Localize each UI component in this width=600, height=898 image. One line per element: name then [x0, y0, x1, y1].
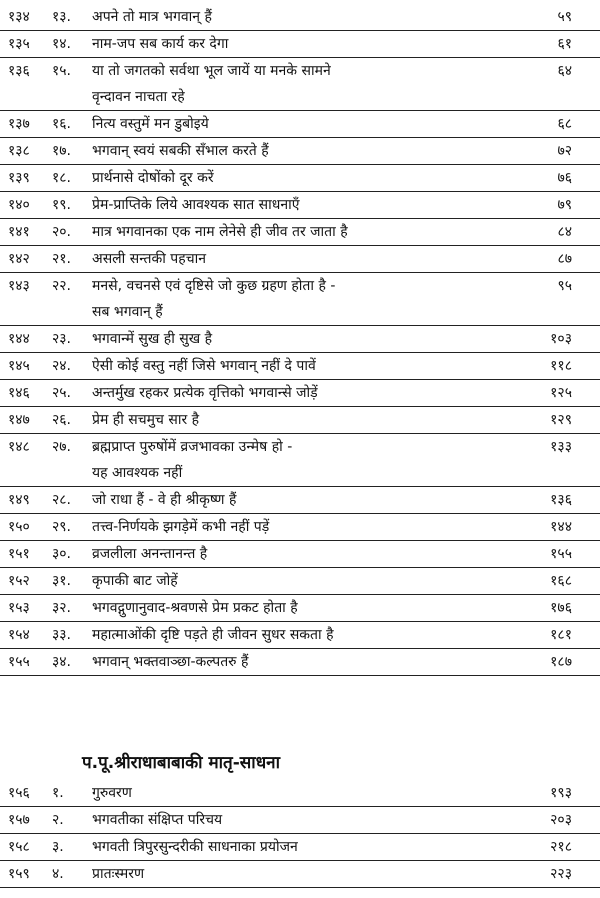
- chapter-number: १८.: [52, 170, 72, 186]
- serial-number: १५९: [8, 866, 30, 882]
- chapter-title-line: प्रेम ही सचमुच सार है: [92, 412, 200, 428]
- toc-row: [0, 780, 600, 807]
- chapter-title-line: व्रजलीला अनन्तानन्त है: [92, 546, 208, 562]
- toc-list-bottom: [0, 780, 600, 888]
- chapter-title: [92, 834, 502, 860]
- page-number: ६१: [557, 36, 572, 52]
- page-number: १५५: [550, 546, 572, 562]
- chapter-number: १४.: [52, 36, 72, 52]
- toc-row: [0, 649, 600, 676]
- chapter-title: [92, 353, 502, 379]
- chapter-number: ३०.: [52, 546, 72, 562]
- toc-row: [0, 487, 600, 514]
- chapter-title-line: अपने तो मात्र भगवान् हैं: [92, 9, 212, 25]
- chapter-title-line: भगवद्गुणानुवाद-श्रवणसे प्रेम प्रकट होता है: [92, 600, 298, 616]
- chapter-title: [92, 219, 502, 245]
- chapter-number: ३.: [52, 839, 64, 855]
- toc-row: [0, 192, 600, 219]
- serial-number: १५३: [8, 600, 30, 616]
- toc-row: [0, 273, 600, 326]
- serial-number: १३७: [8, 116, 30, 132]
- chapter-title: [92, 861, 502, 887]
- page-number: १२९: [550, 412, 572, 428]
- chapter-title-line: या तो जगतको सर्वथा भूल जायें या मनके सामने: [92, 63, 331, 79]
- serial-number: १३५: [8, 36, 30, 52]
- page-number: २१८: [550, 839, 572, 855]
- page-number: ६४: [557, 63, 572, 79]
- serial-number: १४२: [8, 251, 30, 267]
- chapter-number: २.: [52, 812, 64, 828]
- chapter-title: [92, 246, 502, 272]
- page-number: १३६: [550, 492, 572, 508]
- chapter-number: २१.: [52, 251, 72, 267]
- chapter-title: [92, 622, 502, 648]
- page-number: १६८: [550, 573, 572, 589]
- chapter-title: [92, 326, 502, 352]
- chapter-number: २४.: [52, 358, 72, 374]
- page-number: २०३: [550, 812, 572, 828]
- serial-number: १४५: [8, 358, 30, 374]
- serial-number: १३४: [8, 9, 30, 25]
- chapter-title-line: प्रार्थनासे दोषोंको दूर करें: [92, 170, 214, 186]
- chapter-title-line: भगवतीका संक्षिप्त परिचय: [92, 812, 223, 828]
- toc-row: [0, 111, 600, 138]
- chapter-title-line: महात्माओंकी दृष्टि पड़ते ही जीवन सुधर सकता है: [92, 627, 334, 643]
- serial-number: १५२: [8, 573, 30, 589]
- page-number: ५९: [557, 9, 572, 25]
- serial-number: १४९: [8, 492, 30, 508]
- chapter-title-line: ऐसी कोई वस्तु नहीं जिसे भगवान् नहीं दे पावें: [92, 358, 316, 374]
- chapter-title: [92, 595, 502, 621]
- serial-number: १५६: [8, 785, 30, 801]
- chapter-number: १६.: [52, 116, 72, 132]
- serial-number: १५४: [8, 627, 30, 643]
- toc-row: [0, 165, 600, 192]
- chapter-title: [92, 487, 502, 513]
- chapter-number: २०.: [52, 224, 72, 240]
- chapter-title-line: नित्य वस्तुमें मन डुबोइये: [92, 116, 209, 132]
- section-heading: प.पू.श्रीराधाबाबाकी मातृ-साधना: [82, 753, 280, 773]
- chapter-number: १५.: [52, 63, 72, 79]
- chapter-title-line: तत्त्व-निर्णयके झगड़ेमें कभी नहीं पड़ें: [92, 519, 270, 535]
- chapter-title-continuation: वृन्दावन नाचता रहे: [92, 89, 185, 105]
- chapter-number: २६.: [52, 412, 72, 428]
- toc-row: [0, 568, 600, 595]
- serial-number: १४६: [8, 385, 30, 401]
- chapter-title-line: भगवान् स्वयं सबकी सँभाल करते हैं: [92, 143, 269, 159]
- serial-number: १४०: [8, 197, 30, 213]
- toc-row: [0, 219, 600, 246]
- toc-row: [0, 326, 600, 353]
- serial-number: १४८: [8, 439, 30, 455]
- chapter-title-line: नाम-जप सब कार्य कर देगा: [92, 36, 229, 52]
- chapter-title: [92, 58, 502, 110]
- chapter-title-line: भगवती त्रिपुरसुन्दरीकी साधनाका प्रयोजन: [92, 839, 298, 855]
- page-number: १९३: [550, 785, 572, 801]
- serial-number: १५८: [8, 839, 30, 855]
- toc-row: [0, 31, 600, 58]
- page-number: १८१: [550, 627, 572, 643]
- toc-row: [0, 861, 600, 888]
- chapter-number: २७.: [52, 439, 72, 455]
- chapter-title-line: भगवान्में सुख ही सुख है: [92, 331, 213, 347]
- page-number: २२३: [550, 866, 572, 882]
- toc-row: [0, 353, 600, 380]
- toc-row: [0, 138, 600, 165]
- page-number: ६८: [557, 116, 572, 132]
- toc-row: [0, 514, 600, 541]
- serial-number: १३९: [8, 170, 30, 186]
- chapter-number: २८.: [52, 492, 72, 508]
- chapter-title-line: मात्र भगवानका एक नाम लेनेसे ही जीव तर जाता है: [92, 224, 348, 240]
- chapter-number: १९.: [52, 197, 72, 213]
- chapter-title-continuation: यह आवश्यक नहीं: [92, 465, 183, 481]
- chapter-title-line: ब्रह्मप्राप्त पुरुषोंमें व्रजभावका उन्मेष हो -: [92, 439, 293, 455]
- chapter-title: [92, 273, 502, 325]
- serial-number: १५७: [8, 812, 30, 828]
- chapter-title-line: अन्तर्मुख रहकर प्रत्येक वृत्तिको भगवान्से जोड़ें: [92, 385, 318, 401]
- chapter-title-line: प्रेम-प्राप्तिके लिये आवश्यक सात साधनाएँ: [92, 197, 300, 213]
- chapter-number: ३१.: [52, 573, 72, 589]
- page-number: ७९: [557, 197, 572, 213]
- chapter-number: १.: [52, 785, 64, 801]
- toc-row: [0, 595, 600, 622]
- toc-row: [0, 807, 600, 834]
- toc-row: [0, 380, 600, 407]
- chapter-title-line: जो राधा हैं - वे ही श्रीकृष्ण हैं: [92, 492, 237, 508]
- toc-row: [0, 834, 600, 861]
- chapter-title: [92, 780, 502, 806]
- page-number: १०३: [550, 331, 572, 347]
- toc-list-top: [0, 4, 600, 676]
- page-number: १३३: [550, 439, 572, 455]
- serial-number: १५५: [8, 654, 30, 670]
- chapter-title: [92, 138, 502, 164]
- chapter-number: २३.: [52, 331, 72, 347]
- serial-number: १५०: [8, 519, 30, 535]
- chapter-title: [92, 434, 502, 486]
- toc-row: [0, 407, 600, 434]
- chapter-title: [92, 514, 502, 540]
- page-number: ९५: [557, 278, 572, 294]
- serial-number: १३६: [8, 63, 30, 79]
- chapter-title: [92, 111, 502, 137]
- toc-row: [0, 58, 600, 111]
- chapter-title: [92, 192, 502, 218]
- toc-row: [0, 4, 600, 31]
- page-number: १८७: [550, 654, 572, 670]
- page-number: ८७: [557, 251, 572, 267]
- chapter-title-line: असली सन्तकी पहचान: [92, 251, 206, 267]
- chapter-title: [92, 568, 502, 594]
- serial-number: १४१: [8, 224, 30, 240]
- serial-number: १४४: [8, 331, 30, 347]
- chapter-number: २९.: [52, 519, 72, 535]
- chapter-number: ३२.: [52, 600, 72, 616]
- toc-row: [0, 246, 600, 273]
- chapter-number: १३.: [52, 9, 72, 25]
- serial-number: १५१: [8, 546, 30, 562]
- chapter-title-line: मनसे, वचनसे एवं दृष्टिसे जो कुछ ग्रहण होता है -: [92, 278, 336, 294]
- chapter-title-line: कृपाकी बाट जोहें: [92, 573, 178, 589]
- toc-row: [0, 622, 600, 649]
- chapter-title: [92, 165, 502, 191]
- toc-row: [0, 541, 600, 568]
- serial-number: १४३: [8, 278, 30, 294]
- page-number: १४४: [550, 519, 572, 535]
- page-number: १७६: [550, 600, 572, 616]
- page-number: १२५: [550, 385, 572, 401]
- page-number: ८४: [557, 224, 572, 240]
- chapter-title-continuation: सब भगवान् हैं: [92, 304, 163, 320]
- page-number: ७६: [557, 170, 572, 186]
- chapter-title-line: प्रातःस्मरण: [92, 866, 145, 882]
- chapter-number: ३४.: [52, 654, 72, 670]
- page-number: ७२: [557, 143, 572, 159]
- page-number: ११८: [550, 358, 572, 374]
- chapter-title: [92, 541, 502, 567]
- chapter-title-line: भगवान् भक्तवाञ्छा-कल्पतरु हैं: [92, 654, 249, 670]
- chapter-title: [92, 407, 502, 433]
- chapter-title: [92, 31, 502, 57]
- chapter-number: १७.: [52, 143, 72, 159]
- chapter-title: [92, 649, 502, 675]
- chapter-number: ३३.: [52, 627, 72, 643]
- chapter-title-line: गुरुवरण: [92, 785, 132, 801]
- chapter-number: २५.: [52, 385, 72, 401]
- serial-number: १३८: [8, 143, 30, 159]
- chapter-title: [92, 380, 502, 406]
- chapter-title: [92, 807, 502, 833]
- chapter-number: २२.: [52, 278, 72, 294]
- chapter-number: ४.: [52, 866, 64, 882]
- chapter-title: [92, 4, 502, 30]
- serial-number: १४७: [8, 412, 30, 428]
- toc-row: [0, 434, 600, 487]
